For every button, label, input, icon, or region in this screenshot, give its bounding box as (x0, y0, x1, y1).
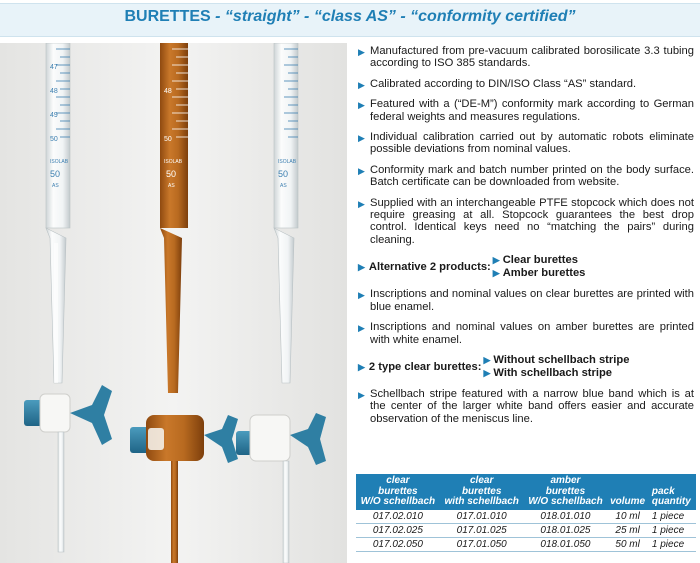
svg-text:50: 50 (278, 169, 289, 179)
arrow-right-icon: ▶ (358, 165, 365, 176)
arrow-right-icon: ▶ (358, 262, 365, 273)
table-cell: 017.02.025 (356, 523, 440, 537)
arrow-right-icon: ▶ (483, 367, 491, 378)
svg-text:ISOLAB: ISOLAB (50, 159, 69, 165)
arrow-right-icon: ▶ (358, 47, 365, 57)
page-title (0, 8, 700, 26)
table-cell: 1 piece (648, 523, 696, 537)
svg-text:49: 49 (50, 112, 58, 119)
svg-text:AS: AS (52, 183, 59, 189)
feature-item (356, 131, 694, 156)
table-header-row (356, 474, 696, 510)
clear-types-label-wrap (358, 361, 481, 373)
inscription-item (356, 321, 694, 346)
svg-text:50: 50 (164, 136, 172, 143)
feature-item (356, 45, 694, 70)
svg-text:AS: AS (280, 183, 287, 189)
title-main: BURETTES (124, 8, 211, 25)
alternative-label-wrap (358, 261, 491, 273)
clear-types-options (483, 354, 629, 380)
table-cell: 1 piece (648, 537, 696, 551)
svg-text:ISOLAB: ISOLAB (164, 159, 183, 165)
table-cell: 017.01.010 (440, 510, 524, 524)
option-label: Clear burettes (502, 254, 578, 267)
arrow-right-icon: ▶ (492, 268, 500, 279)
product-codes-table (356, 474, 696, 552)
table-cell: 017.01.025 (440, 523, 524, 537)
table-cell: 018.01.050 (524, 537, 608, 551)
svg-text:50: 50 (50, 136, 58, 143)
features-column (356, 45, 694, 433)
inscription-text: Inscriptions and nominal values on clear burettes are printed with blue enamel. (370, 288, 694, 313)
arrow-right-icon: ▶ (483, 354, 491, 365)
arrow-right-icon: ▶ (358, 100, 365, 111)
arrow-right-icon: ▶ (358, 133, 365, 144)
svg-text:50: 50 (166, 169, 177, 179)
svg-text:48: 48 (164, 88, 172, 95)
table-cell: 10 ml (607, 510, 648, 524)
arrow-right-icon: ▶ (358, 361, 365, 372)
burettes-illustration (0, 43, 347, 563)
table-cell: 017.01.050 (440, 537, 524, 551)
table-cell: 017.02.010 (356, 510, 440, 524)
column-header: clear burettes W/O schellbach (356, 474, 440, 510)
page-header (0, 0, 700, 38)
column-header: volume (607, 474, 648, 510)
feature-text: Supplied with an interchangeable PTFE stopcock which does not require greasing at all. Stopcock guarantees the best drop control. Identical keys need no “matching the pairs” during cleaning. (370, 196, 694, 246)
table-cell: 018.01.025 (524, 523, 608, 537)
table-row (356, 523, 696, 537)
feature-text: Individual calibration carried out by automatic robots eliminate possible deviations from nominal values. (370, 131, 694, 156)
alternative-option (493, 267, 586, 280)
clear-types (356, 354, 694, 380)
feature-item (356, 164, 694, 189)
table-cell: 25 ml (607, 523, 648, 537)
table-row (356, 510, 696, 524)
feature-item (356, 98, 694, 123)
inscription-item (356, 288, 694, 313)
clear-type-option (483, 354, 629, 367)
clear-types-label: 2 type clear burettes: (368, 360, 482, 373)
svg-text:AS: AS (168, 183, 175, 189)
table-row (356, 537, 696, 551)
option-label: Without schellbach stripe (493, 353, 630, 366)
arrow-right-icon: ▶ (358, 323, 365, 334)
table-cell: 017.02.050 (356, 537, 440, 551)
table-cell: 018.01.010 (524, 510, 608, 524)
product-photo (0, 43, 347, 563)
alternative-options (493, 254, 586, 280)
feature-text: Manufactured from pre-vacuum calibrated borosilicate 3.3 tubing according to ISO 385 standards. (370, 45, 694, 70)
column-header: amber burettes W/O schellbach (524, 474, 608, 510)
schellbach-note (356, 388, 694, 425)
column-header: pack quantity (648, 474, 696, 510)
option-label: With schellbach stripe (493, 366, 613, 379)
feature-item (356, 78, 694, 90)
title-subtitle: - “straight” - “class AS” - “conformity certified” (210, 8, 576, 25)
schellbach-text: Schellbach stripe featured with a narrow blue band which is at the center of the larger white band offers easier and accurate observation of the meniscus line. (370, 387, 694, 425)
inscription-text: Inscriptions and nominal values on amber burettes are printed with white enamel. (370, 321, 694, 346)
svg-text:50: 50 (50, 169, 61, 179)
clear-type-option (483, 367, 629, 380)
svg-text:48: 48 (50, 88, 58, 95)
arrow-right-icon: ▶ (358, 290, 365, 301)
table-cell: 50 ml (607, 537, 648, 551)
alternative-products (356, 254, 694, 280)
arrow-right-icon: ▶ (358, 79, 365, 90)
alternative-option (493, 254, 586, 267)
arrow-right-icon: ▶ (358, 389, 365, 400)
option-label: Amber burettes (502, 267, 586, 280)
svg-text:47: 47 (50, 64, 58, 71)
column-header: clear burettes with schellbach (440, 474, 524, 510)
svg-text:ISOLAB: ISOLAB (278, 159, 297, 165)
feature-text: Calibrated according to DIN/ISO Class “AS” standard. (370, 77, 637, 90)
table-cell: 1 piece (648, 510, 696, 524)
feature-item (356, 197, 694, 247)
feature-text: Conformity mark and batch number printed on the body surface. Batch certificate can be downloaded from website. (370, 163, 694, 189)
arrow-right-icon: ▶ (492, 255, 500, 266)
arrow-right-icon: ▶ (358, 198, 365, 209)
alternative-label: Alternative 2 products: (368, 261, 491, 274)
feature-text: Featured with a (“DE-M”) conformity mark according to German federal weights and measures regulations. (370, 98, 694, 123)
